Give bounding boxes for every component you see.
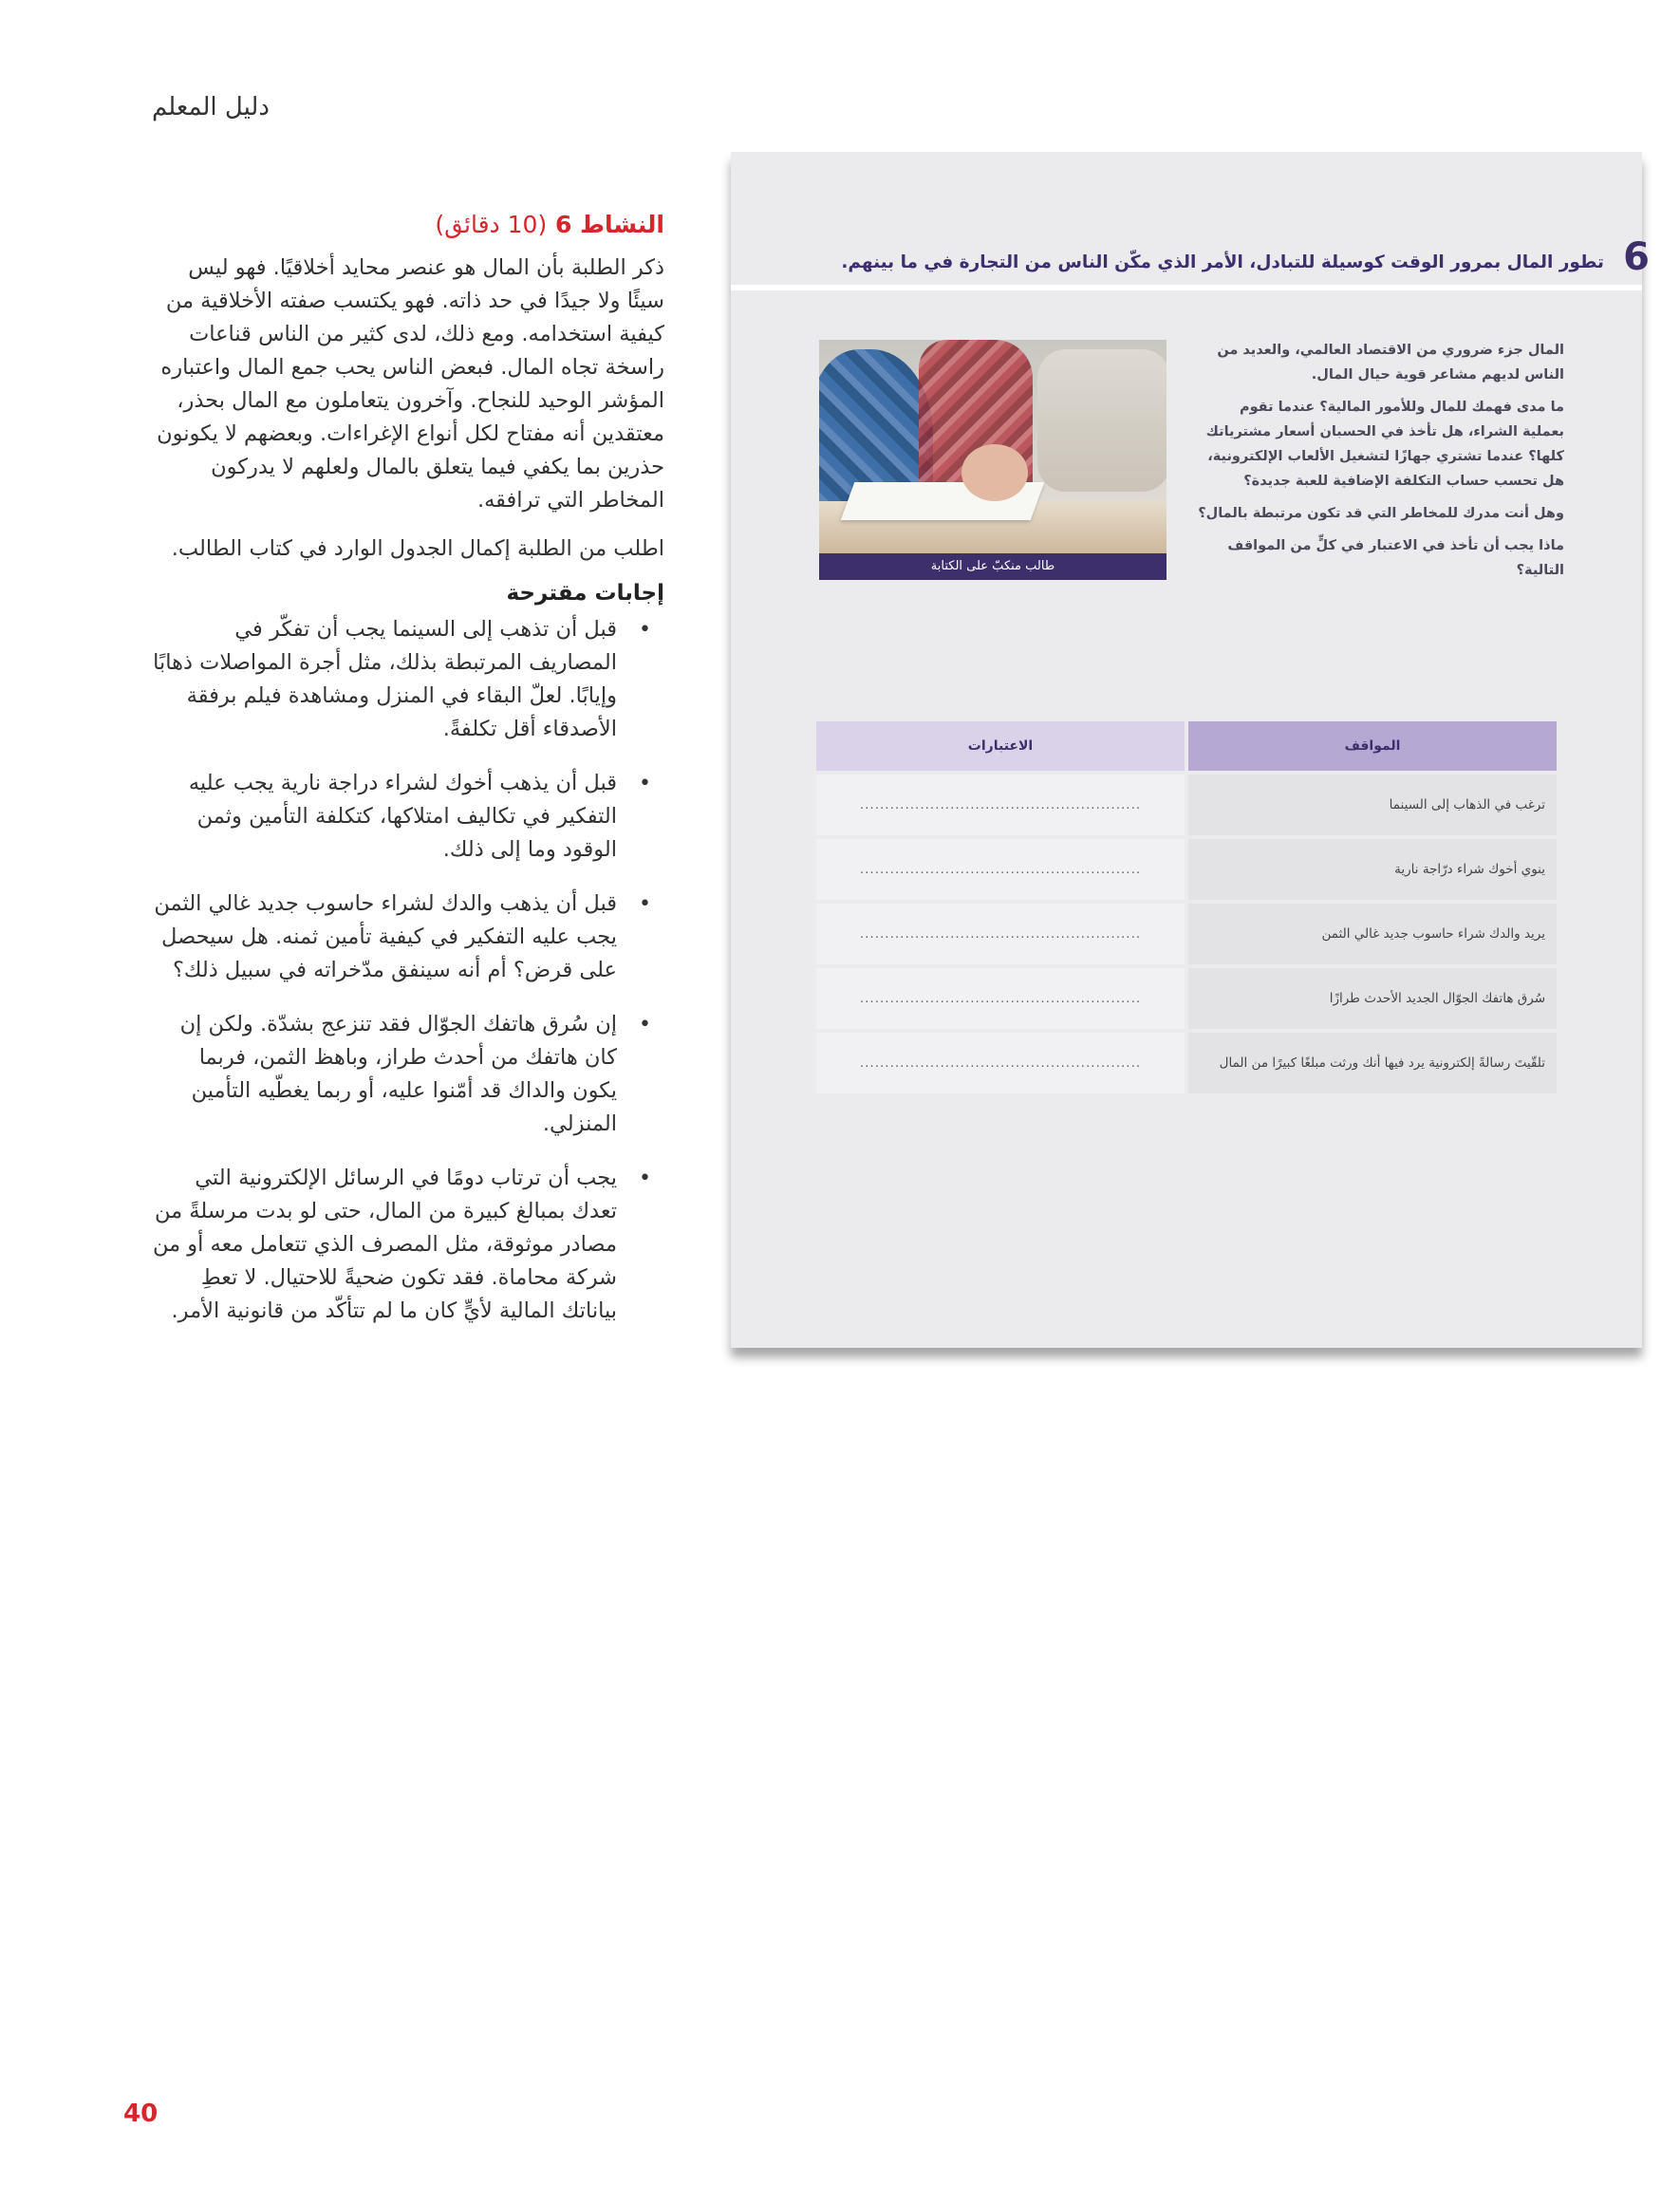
table-header-considerations: الاعتبارات — [816, 721, 1185, 771]
intro-line: ماذا يجب أن تأخذ في الاعتبار في كلٍّ من المواقف التالية؟ — [1227, 538, 1564, 578]
intro-line: المال جزء ضروري من الاقتصاد العالمي، والعديد من الناس لديهم مشاعر قوية حيال المال. — [1217, 343, 1564, 383]
activity-duration: (10 دقائق) — [435, 211, 548, 238]
intro-text — [1194, 338, 1564, 590]
table-header-situations: المواقف — [1188, 721, 1557, 771]
table-row — [816, 1033, 1557, 1093]
table-cell-situation: ترغب في الذهاب إلى السينما — [1188, 775, 1557, 835]
answer-text: إن سُرق هاتفك الجوّال فقد تنزعج بشدّة. ولكن إن كان هاتفك من أحدث طراز، وباهظ الثمن، فربما يكون والداك قد أمّنوا عليه، أو ربما يغطّيه التأمين المنزلي. — [179, 1012, 617, 1136]
table-cell-situation: ينوي أخوك شراء درّاجة نارية — [1188, 839, 1557, 900]
bullet-icon: • — [639, 618, 651, 642]
bullet-icon: • — [639, 772, 651, 795]
table-cell-situation: تلقّيتَ رسالةً إلكترونية يرد فيها أنك ورثت مبلغًا كبيرًا من المال — [1188, 1033, 1557, 1093]
activity-title: النشاط 6 — [554, 211, 664, 238]
answers-list — [152, 613, 664, 1328]
table-row — [816, 775, 1557, 835]
list-item — [152, 767, 664, 867]
list-item — [152, 613, 664, 746]
photo-figure — [1037, 349, 1167, 492]
situations-table — [816, 721, 1557, 1093]
question-number: 6 — [1623, 235, 1650, 279]
table-cell-situation: يريد والدك شراء حاسوب جديد غالي الثمن — [1188, 904, 1557, 964]
teacher-notes — [152, 211, 664, 1349]
list-item — [152, 1162, 664, 1328]
answer-text: قبل أن يذهب والدك لشراء حاسوب جديد غالي الثمن يجب عليه التفكير في كيفية تأمين ثمنه. هل سيحصل على قرض؟ أم أنه سينفق مدّخراته في سبيل ذلك؟ — [154, 891, 617, 982]
table-row — [816, 839, 1557, 900]
student-writing-photo — [819, 340, 1167, 580]
activity-heading — [152, 211, 664, 238]
list-item — [152, 1008, 664, 1141]
answer-text: قبل أن يذهب أخوك لشراء دراجة نارية يجب عليه التفكير في تكاليف امتلاكها، كتكلفة التأمين وثمن الوقود وما إلى ذلك. — [188, 771, 617, 862]
question-divider — [731, 285, 1642, 290]
photo-caption: طالب منكبّ على الكتابة — [819, 553, 1167, 580]
photo-hand — [961, 444, 1028, 501]
table-cell-answer-line[interactable]: ........................................................ — [816, 839, 1185, 900]
answer-text: قبل أن تذهب إلى السينما يجب أن تفكّر في المصاريف المرتبطة بذلك، مثل أجرة المواصلات ذهابًا وإيابًا. لعلّ البقاء في المنزل ومشاهدة فيلم برفقة الأصدقاء أقل تكلفةً. — [153, 617, 617, 741]
table-cell-situation: سُرق هاتفك الجوّال الجديد الأحدث طرازًا — [1188, 968, 1557, 1029]
answers-heading: إجابات مقترحة — [506, 581, 664, 606]
table-row — [816, 968, 1557, 1029]
bullet-icon: • — [639, 1167, 651, 1190]
table-header-row — [816, 721, 1557, 771]
activity-paragraph-2: اطلب من الطلبة إكمال الجدول الوارد في كتاب الطالب. — [171, 536, 664, 561]
list-item — [152, 887, 664, 987]
table-cell-answer-line[interactable]: ........................................................ — [816, 1033, 1185, 1093]
bullet-icon: • — [639, 1013, 651, 1036]
intro-line: وهل أنت مدرك للمخاطر التي قد تكون مرتبطة بالمال؟ — [1198, 506, 1564, 521]
answer-text: يجب أن ترتاب دومًا في الرسائل الإلكترونية التي تعدك بمبالغ كبيرة من المال، حتى لو بدت مرسلةً من مصادر موثوقة، مثل المصرف الذي تتعامل معه أو من شركة محاماة. فقد تكون ضحيةً للاحتيال. لا تعطِ بياناتك المالية لأيٍّ كان ما لم تتأكّد من قانونية الأمر. — [152, 1166, 617, 1323]
table-row — [816, 904, 1557, 964]
header-title: دليل المعلم — [152, 93, 270, 121]
table-cell-answer-line[interactable]: ........................................................ — [816, 904, 1185, 964]
table-cell-answer-line[interactable]: ........................................................ — [816, 775, 1185, 835]
intro-line: ما مدى فهمك للمال وللأمور المالية؟ عندما تقوم بعملية الشراء، هل تأخذ في الحسبان أسعار مشترياتك كلها؟ عندما تشتري جهازًا لتشغيل الألعاب الإلكترونية، هل تحسب حساب التكلفة الإضافية للعبة جديدة؟ — [1205, 400, 1564, 489]
bullet-icon: • — [639, 892, 651, 916]
page-number: 40 — [123, 2100, 159, 2128]
activity-paragraph-1: ذكر الطلبة بأن المال هو عنصر محايد أخلاقيًا. فهو ليس سيئًا ولا جيدًا في حد ذاته. فهو يكتسب صفته الأخلاقية من كيفية استخدامه. ومع ذلك، لدى كثير من الناس قناعات راسخة تجاه المال. فبعض الناس يحب جمع المال واعتباره المؤشر الوحيد للنجاح. وآخرون يتعاملون مع المال بحذر، معتقدين أنه مفتاح لكل أنواع الإغراءات. وبعضهم لا يكونون حذرين بما يكفي فيما يتعلق بالمال ولعلهم لا يدركون المخاطر التي ترافقه. — [157, 255, 664, 513]
table-cell-answer-line[interactable]: ........................................................ — [816, 968, 1185, 1029]
question-text: تطور المال بمرور الوقت كوسيلة للتبادل، الأمر الذي مكّن الناس من التجارة في ما بينهم. — [841, 252, 1604, 272]
